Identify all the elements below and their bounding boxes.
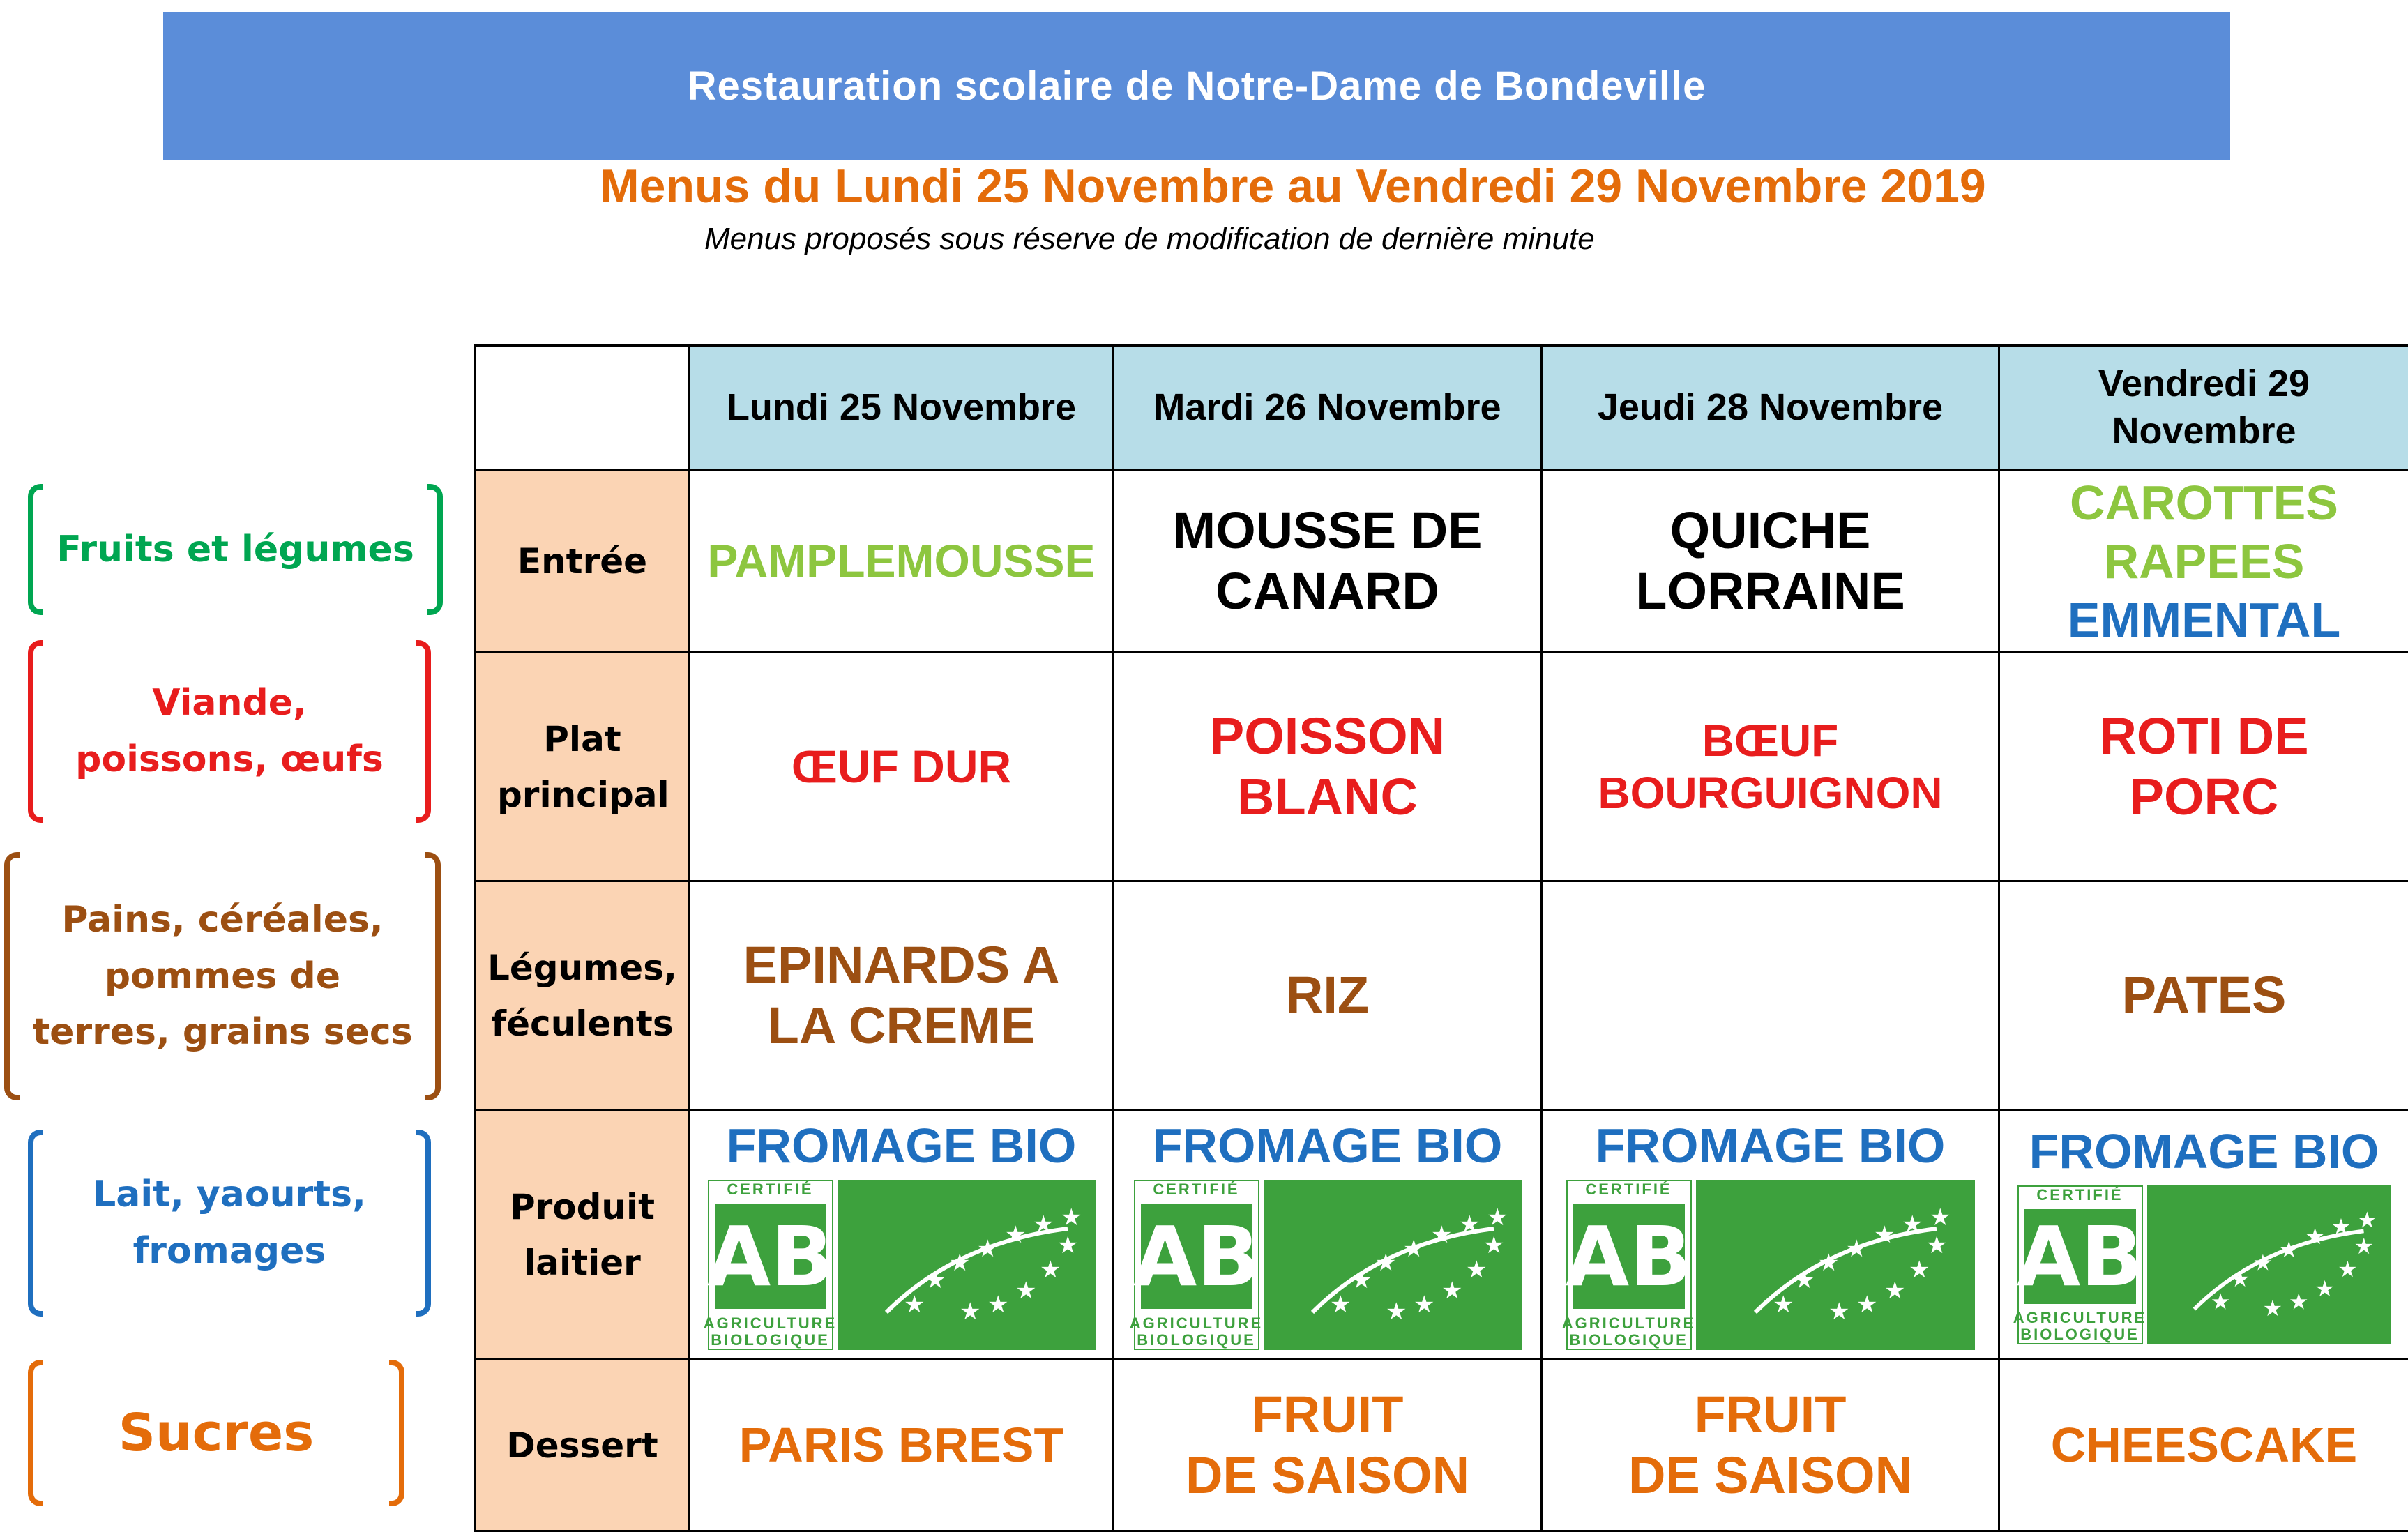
svg-text:★: ★ [1828,1298,1849,1326]
dish-line: BOURGUIGNON [1543,767,1998,819]
ab-logo-icon [1566,1180,1692,1350]
eu-leaf-stars-icon [1264,1180,1522,1350]
ab-logo-letters: AB [1566,1208,1692,1305]
svg-text:★: ★ [925,1266,946,1294]
svg-text:★: ★ [977,1235,998,1263]
menu-cell [1999,1110,2408,1360]
svg-text:★: ★ [2279,1238,2299,1263]
eu-leaf-stars-icon [2147,1185,2391,1344]
menu-cell [1114,1110,1542,1360]
svg-text:★: ★ [1459,1211,1480,1238]
svg-text:★: ★ [2252,1250,2272,1275]
svg-text:★: ★ [1015,1277,1036,1305]
bio-logos [2017,1185,2391,1344]
svg-text:★: ★ [1330,1291,1351,1319]
svg-text:★: ★ [1033,1211,1054,1238]
day-header-label: Vendredi 29 Novembre [2098,363,2310,452]
dish-line: CAROTTES [2000,473,2408,532]
dish-line: LA CREME [690,996,1112,1056]
svg-text:★: ★ [1057,1231,1078,1259]
bracket-left [4,852,20,1100]
legend-starch [4,852,441,1100]
ab-logo-mark [1141,1204,1252,1309]
svg-text:★: ★ [1466,1256,1487,1284]
eu-organic-leaf-icon [2147,1185,2391,1344]
dish-line: MOUSSE DE [1114,501,1540,561]
svg-text:★: ★ [1902,1211,1923,1238]
svg-text:★: ★ [1930,1204,1951,1231]
menu-cell [1114,653,1542,881]
menu-cell-empty [1542,881,1999,1110]
dish-line: PAMPLEMOUSSE [690,534,1112,588]
legend-label: Pains, céréales, pommes de terres, grains secs [32,892,413,1061]
svg-text:★: ★ [987,1291,1008,1319]
dish-line: BLANC [1114,767,1540,828]
svg-text:★: ★ [2305,1224,2324,1250]
ab-logo-bottom: AGRICULTURE BIOLOGIQUE [1130,1315,1263,1349]
legend-label: Sucres [119,1393,315,1473]
dish-line: BŒUF [1543,715,1998,767]
legend-label: Lait, yaourts, fromages [84,1167,375,1279]
svg-text:★: ★ [1773,1291,1794,1319]
dish-line: EPINARDS A [690,935,1112,996]
svg-text:★: ★ [2354,1234,2373,1259]
day-header [1999,346,2408,470]
svg-text:★: ★ [1818,1249,1839,1277]
bracket-right [416,1130,431,1317]
svg-text:★: ★ [1351,1266,1372,1294]
bio-logos [1134,1180,1522,1350]
legend-meat [28,640,431,823]
dish-line: PATES [2000,965,2408,1026]
menu-cell [690,653,1114,881]
row-label: Entrée [476,470,690,653]
dish-line: PARIS BREST [690,1417,1112,1474]
svg-text:★: ★ [2315,1277,2334,1302]
row-legumes [476,881,2408,1110]
svg-text:★: ★ [1874,1221,1895,1249]
menu-cell [690,1110,1114,1360]
bracket-left [28,484,43,615]
eu-leaf-stars-icon [838,1180,1096,1350]
ab-logo-bottom: AGRICULTURE BIOLOGIQUE [1562,1315,1695,1349]
ab-logo-top: CERTIFIÉ [727,1181,813,1198]
bio-logos [1566,1180,1975,1350]
menu-cell [1114,881,1542,1110]
dish-line: RIZ [1114,965,1540,1026]
title-banner [163,12,2230,160]
dish-line: ŒUF DUR [690,740,1112,794]
ab-logo-icon [2017,1185,2143,1344]
eu-organic-leaf-icon [1264,1180,1522,1350]
dish-line: CANARD [1114,561,1540,622]
ab-logo-mark [1573,1204,1685,1309]
svg-text:★: ★ [1441,1277,1462,1305]
ab-logo-top: CERTIFIÉ [2036,1187,2123,1204]
row-label: Légumes, féculents [476,881,690,1110]
menu-cell [1542,1110,1999,1360]
dish-line: FRUIT [1114,1385,1540,1446]
ab-logo-bottom: AGRICULTURE BIOLOGIQUE [704,1315,837,1349]
svg-text:★: ★ [1909,1256,1930,1284]
dish-line: FRUIT [1543,1385,1998,1446]
ab-logo-mark [715,1204,826,1309]
dish-line: FROMAGE BIO [727,1119,1077,1173]
dish-line: PORC [2000,767,2408,828]
bracket-left [28,1360,43,1506]
bracket-right [389,1360,404,1506]
row-plat [476,653,2408,881]
dish-line: FROMAGE BIO [1596,1119,1946,1173]
bracket-left [28,1130,43,1317]
ab-logo-top: CERTIFIÉ [1153,1181,1239,1198]
day-header: Jeudi 28 Novembre [1542,346,1999,470]
dish-line: POISSON [1114,706,1540,767]
svg-text:★: ★ [1487,1204,1508,1231]
ab-logo-icon [1134,1180,1259,1350]
svg-text:★: ★ [1856,1291,1877,1319]
svg-text:★: ★ [1061,1204,1082,1231]
row-entree [476,470,2408,653]
svg-text:★: ★ [960,1298,980,1326]
dish-line: ROTI DE [2000,706,2408,767]
menu-cell [690,881,1114,1110]
svg-text:★: ★ [1483,1231,1504,1259]
svg-text:★: ★ [1403,1235,1424,1263]
bracket-right [425,852,441,1100]
menu-cell [1999,1360,2408,1531]
row-label: Dessert [476,1360,690,1531]
ab-logo-letters: AB [1133,1208,1259,1305]
dish-line: EMMENTAL [2000,591,2408,649]
ab-logo-icon [708,1180,833,1350]
dish-line: RAPEES [2000,532,2408,591]
svg-text:★: ★ [1375,1249,1396,1277]
svg-text:★: ★ [2331,1215,2350,1240]
dish-line: QUICHE [1543,501,1998,561]
bio-block [2000,1125,2408,1344]
menu-cell [1999,881,2408,1110]
bio-block [690,1119,1112,1350]
bio-logos [708,1180,1096,1350]
bracket-right [427,484,443,615]
menu-disclaimer: Menus proposés sous réserve de modification de dernière minute [704,222,1595,257]
menu-cell [690,470,1114,653]
svg-text:★: ★ [2262,1296,2282,1321]
dish-line: FROMAGE BIO [2029,1125,2379,1178]
ab-logo-letters: AB [2017,1208,2143,1305]
menu-cell [1999,470,2408,653]
bio-block [1543,1119,1998,1350]
bracket-right [416,640,431,823]
svg-text:★: ★ [949,1249,970,1277]
svg-text:★: ★ [1846,1235,1867,1263]
svg-text:★: ★ [1386,1298,1407,1326]
svg-text:★: ★ [2357,1208,2377,1234]
legend-fruits [28,484,443,615]
svg-text:★: ★ [1005,1221,1026,1249]
eu-organic-leaf-icon [838,1180,1096,1350]
svg-text:★: ★ [1926,1231,1947,1259]
legend-label: Fruits et légumes [56,522,414,578]
dish-line: FROMAGE BIO [1153,1119,1503,1173]
bracket-left [28,640,43,823]
legend-sugar [28,1360,404,1506]
day-header: Lundi 25 Novembre [690,346,1114,470]
legend-label: Viande, poissons, œufs [70,675,389,787]
eu-organic-leaf-icon [1696,1180,1975,1350]
row-label: Produit laitier [476,1110,690,1360]
eu-leaf-stars-icon [1696,1180,1975,1350]
svg-text:★: ★ [2338,1257,2357,1282]
legend-dairy [28,1130,431,1317]
ab-logo-bottom: AGRICULTURE BIOLOGIQUE [2013,1310,2146,1343]
svg-text:★: ★ [2229,1267,2249,1292]
ab-logo-mark [2024,1209,2136,1304]
svg-text:★: ★ [1040,1256,1061,1284]
row-label: Plat principal [476,653,690,881]
dish-line: DE SAISON [1114,1446,1540,1506]
svg-text:★: ★ [1884,1277,1905,1305]
svg-text:★: ★ [1414,1291,1434,1319]
menu-cell [1114,1360,1542,1531]
menu-cell [1999,653,2408,881]
bio-block [1114,1119,1540,1350]
ab-logo-letters: AB [707,1208,833,1305]
svg-text:★: ★ [1794,1266,1815,1294]
day-header: Mardi 26 Novembre [1114,346,1542,470]
table-corner-cell [476,346,690,470]
svg-text:★: ★ [2210,1290,2229,1315]
menu-cell [690,1360,1114,1531]
svg-text:★: ★ [1431,1221,1452,1249]
ab-logo-top: CERTIFIÉ [1585,1181,1672,1198]
dish-line: CHEESCAKE [2000,1417,2408,1474]
svg-text:★: ★ [904,1291,925,1319]
menu-cell [1542,653,1999,881]
menu-cell [1114,470,1542,653]
menu-table [474,344,2408,1532]
menu-cell [1542,1360,1999,1531]
svg-text:★: ★ [2289,1290,2308,1315]
dish-line: LORRAINE [1543,561,1998,622]
menu-subtitle: Menus du Lundi 25 Novembre au Vendredi 29 Novembre 2019 [600,159,1986,213]
banner-title: Restauration scolaire de Notre-Dame de Bondeville [688,63,1706,109]
row-laitier [476,1110,2408,1360]
menu-cell [1542,470,1999,653]
dish-line: DE SAISON [1543,1446,1998,1506]
row-dessert [476,1360,2408,1531]
table-header-row [476,346,2408,470]
